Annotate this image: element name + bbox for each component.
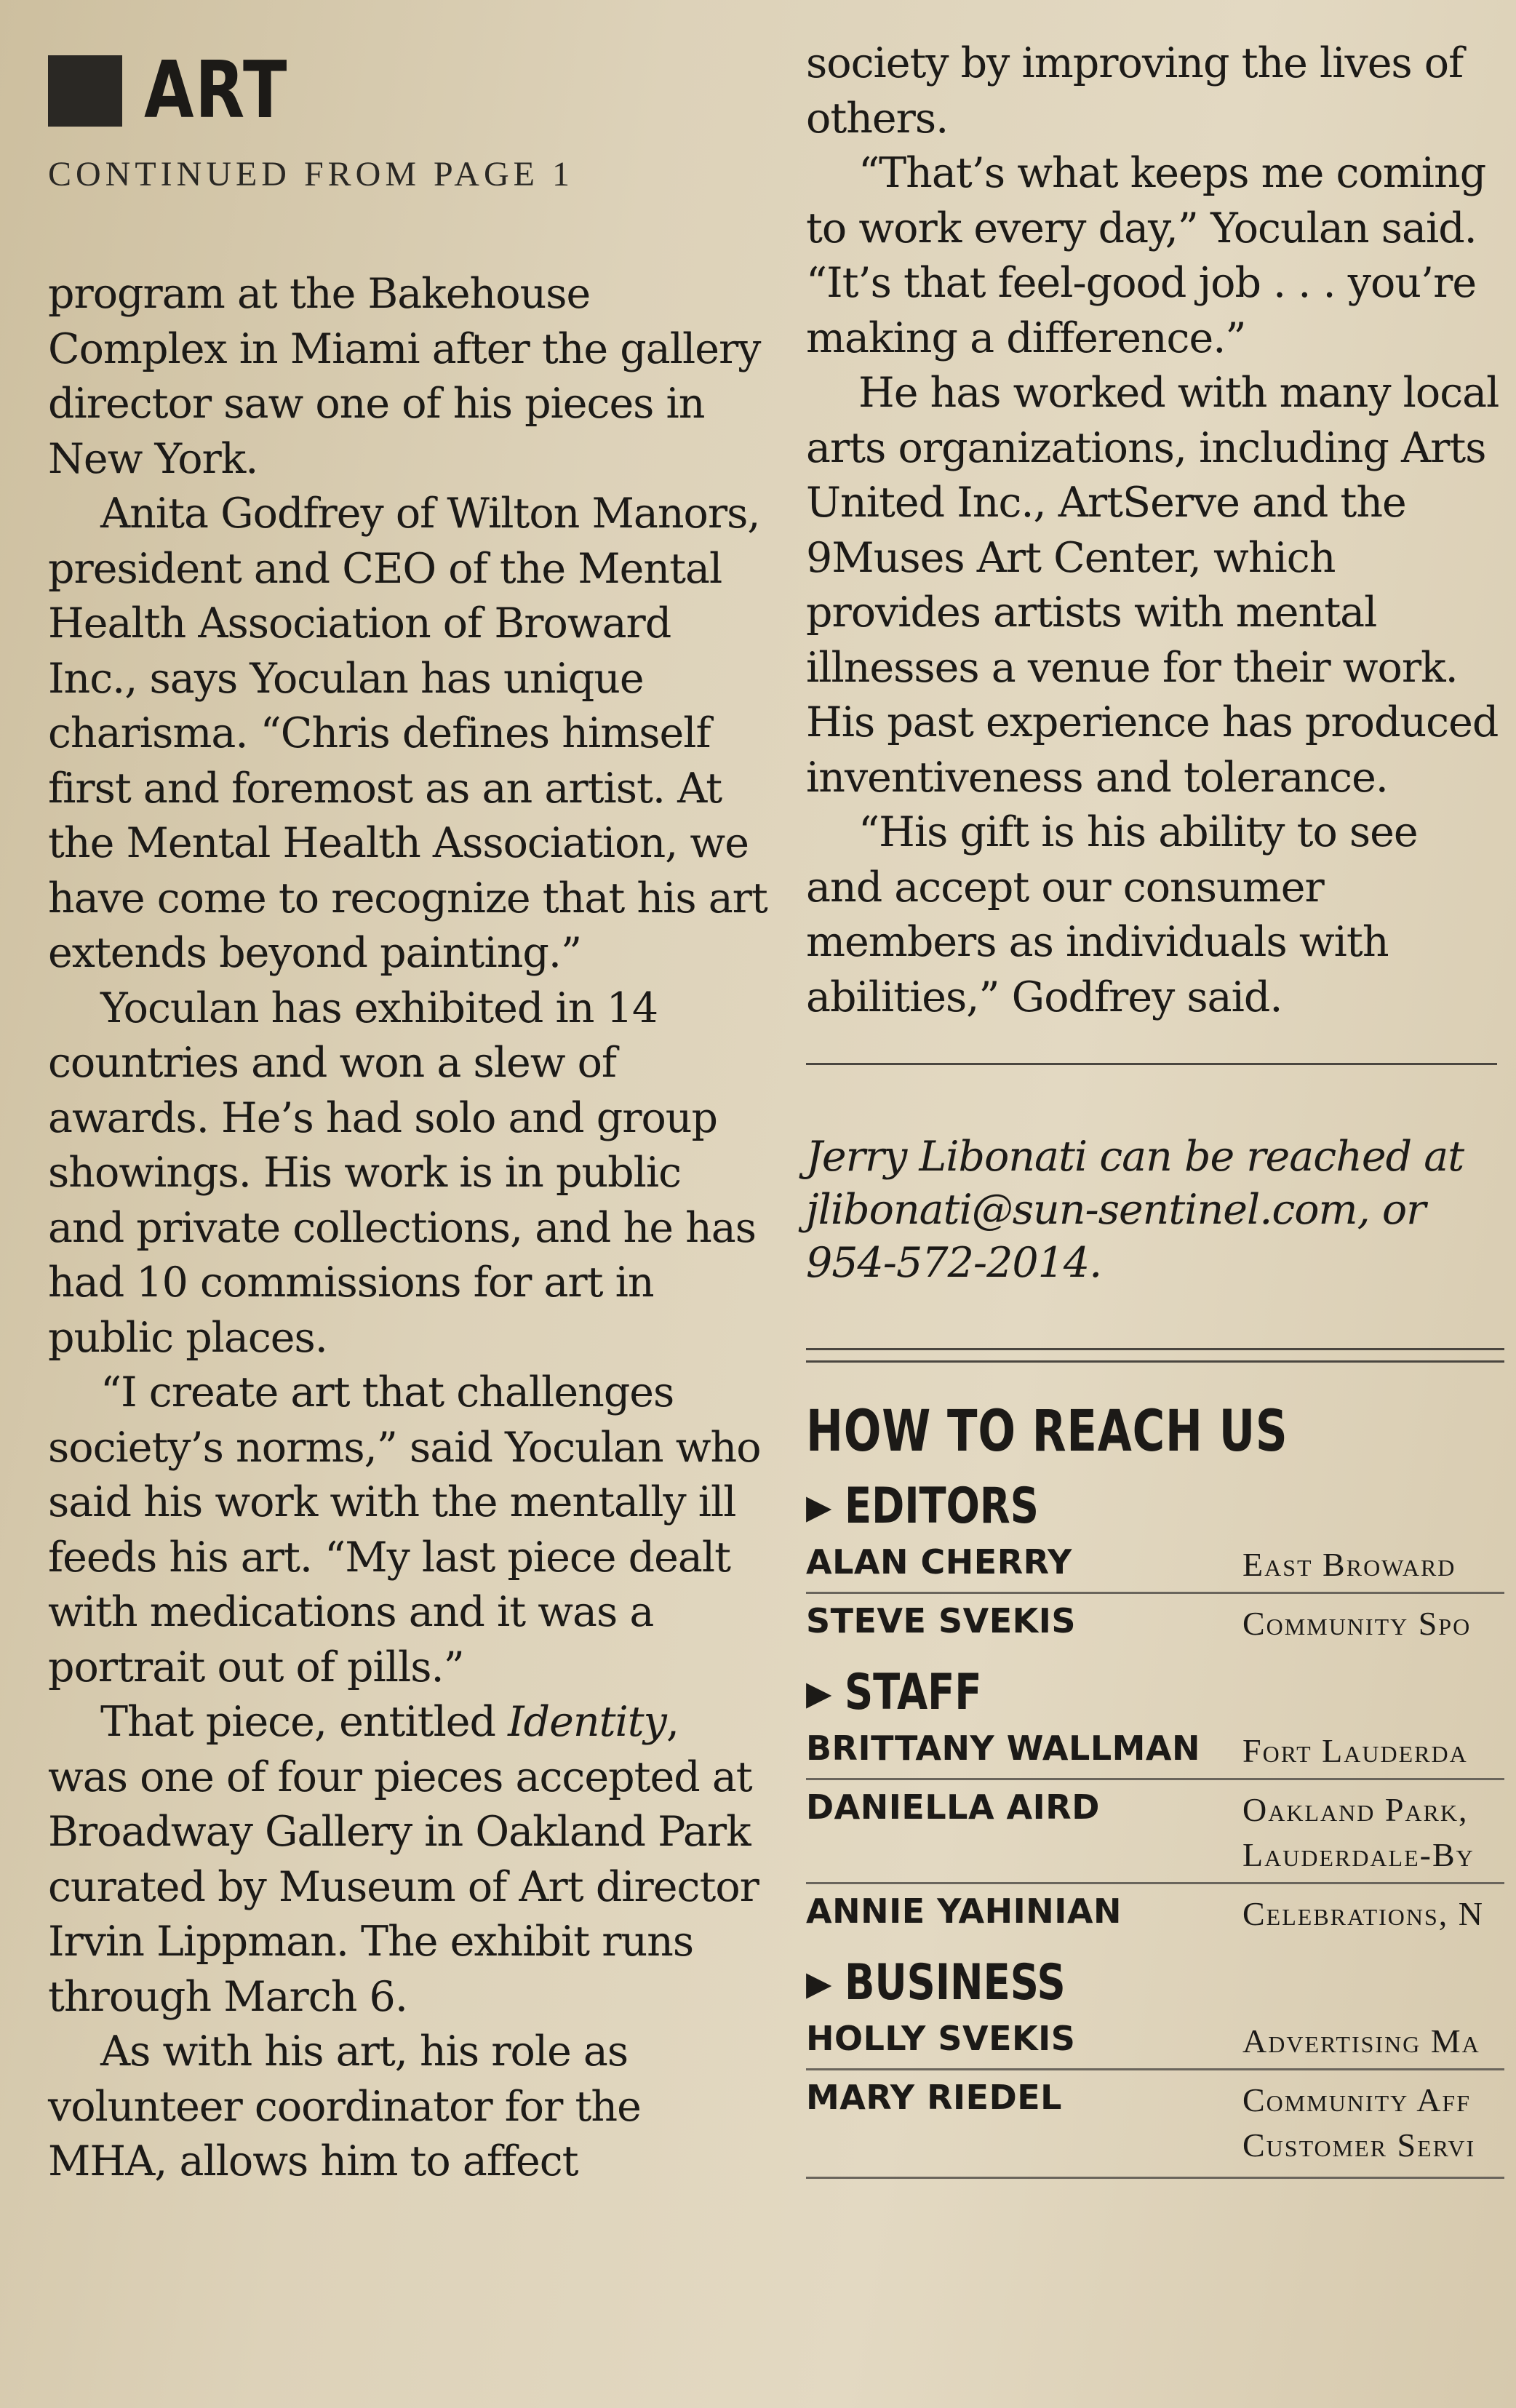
continued-line: CONTINUED FROM PAGE 1 (48, 155, 574, 194)
group-staff (806, 1664, 1504, 1721)
staff-name: BRITTANY WALLMAN (806, 1729, 1201, 1768)
staff-row (806, 2012, 1504, 2070)
triangle-bullet-icon: ▶ (806, 1963, 832, 2003)
staff-role: Fort Lauderda (1242, 1732, 1468, 1769)
staff-row (806, 1535, 1504, 1594)
section-marker-box (48, 55, 122, 127)
staff-name: ANNIE YAHINIAN (806, 1891, 1122, 1931)
divider (806, 1063, 1497, 1065)
paragraph: “That’s what keeps me coming to work every day,” Yoculan said. “It’s that feel-good job . . . you’re making a difference.” (806, 149, 1486, 362)
triangle-bullet-icon: ▶ (806, 1486, 832, 1526)
triangle-bullet-icon: ▶ (806, 1673, 832, 1713)
staff-role: Advertising Ma (1242, 2022, 1480, 2060)
right-column (806, 36, 1504, 2179)
group-business (806, 1954, 1504, 2012)
paragraph: society by improving the lives of others. (806, 39, 1464, 143)
paragraph: “I create art that challenges society’s norms,” said Yoculan who said his work with the mentally ill feeds his art. “My last piece dealt with medications and it was a portrait out of pills.” (48, 1368, 761, 1691)
staff-name: STEVE SVEKIS (806, 1601, 1077, 1640)
staff-role-block (1242, 2078, 1475, 2168)
paragraph: program at the Bakehouse Complex in Miami after the gallery director saw one of his pieces in New York. (48, 270, 761, 483)
author-signoff: Jerry Libonati can be reached at jlibonati@sun-sentinel.com, or 954-572-2014. (806, 1133, 1464, 1287)
paragraph: He has worked with many local arts organizations, including Arts United Inc., ArtServe and the 9Muses Art Center, which provides artists with mental illnesses a venue for their work. His past experience has produced inventiveness and tolerance. (806, 369, 1499, 802)
divider (806, 1348, 1504, 1350)
staff-role: Lauderdale-By (1242, 1836, 1475, 1873)
article-body-right (806, 36, 1504, 1025)
article-body-left (48, 267, 768, 2190)
staff-row (806, 2070, 1504, 2172)
paragraph-text: That piece, entitled (100, 1698, 508, 1746)
staff-row (806, 1780, 1504, 1884)
group-label: EDITORS (845, 1478, 1040, 1535)
section-header (48, 44, 768, 138)
staff-role-block (1242, 1787, 1475, 1878)
staff-role: East Broward (1242, 1546, 1456, 1583)
divider (806, 1360, 1504, 1363)
divider (806, 2177, 1504, 2179)
double-divider (806, 1348, 1504, 1363)
staff-name: MARY RIEDEL (806, 2078, 1062, 2117)
paragraph-identity (48, 1695, 768, 2025)
paragraph: Yoculan has exhibited in 14 countries and won a slew of awards. He’s had solo and group showings. His work is in public and private collections, and he has had 10 commissions for art in public places. (48, 984, 757, 1362)
paragraph-text: , was one of four pieces accepted at Broadway Gallery in Oakland Park curated by Museum of Art director Irvin Lippman. The exhibit runs through March 6. (48, 1698, 759, 2021)
group-editors (806, 1478, 1504, 1535)
group-label: BUSINESS (845, 1954, 1066, 2012)
reach-us-title: HOW TO REACH US (806, 1399, 1288, 1464)
artwork-title: Identity (508, 1698, 666, 1746)
staff-row (806, 1721, 1504, 1780)
paragraph: As with his art, his role as volunteer coordinator for the MHA, allows him to affect (48, 2028, 641, 2185)
staff-row (806, 1594, 1504, 1651)
paragraph: “His gift is his ability to see and accept our consumer members as individuals with abilities,” Godfrey said. (806, 808, 1418, 1021)
staff-role: Customer Servi (1242, 2126, 1476, 2164)
staff-row (806, 1884, 1504, 1941)
staff-name: HOLLY SVEKIS (806, 2019, 1076, 2058)
staff-role: Oakland Park, (1242, 1791, 1469, 1828)
staff-name: ALAN CHERRY (806, 1542, 1072, 1582)
paragraph: Anita Godfrey of Wilton Manors, president and CEO of the Mental Health Association of Broward Inc., says Yoculan has unique charisma. “Chris defines himself first and foremost as an artist. At the Mental Health Association, we have come to recognize that his art extends beyond painting.” (48, 490, 767, 977)
left-column (48, 44, 768, 2190)
staff-role: Celebrations, N (1242, 1895, 1485, 1932)
staff-role: Community Aff (1242, 2081, 1472, 2118)
staff-role: Community Spo (1242, 1605, 1472, 1642)
group-label: STAFF (845, 1664, 982, 1721)
staff-name: DANIELLA AIRD (806, 1787, 1100, 1827)
section-title: ART (144, 45, 289, 136)
